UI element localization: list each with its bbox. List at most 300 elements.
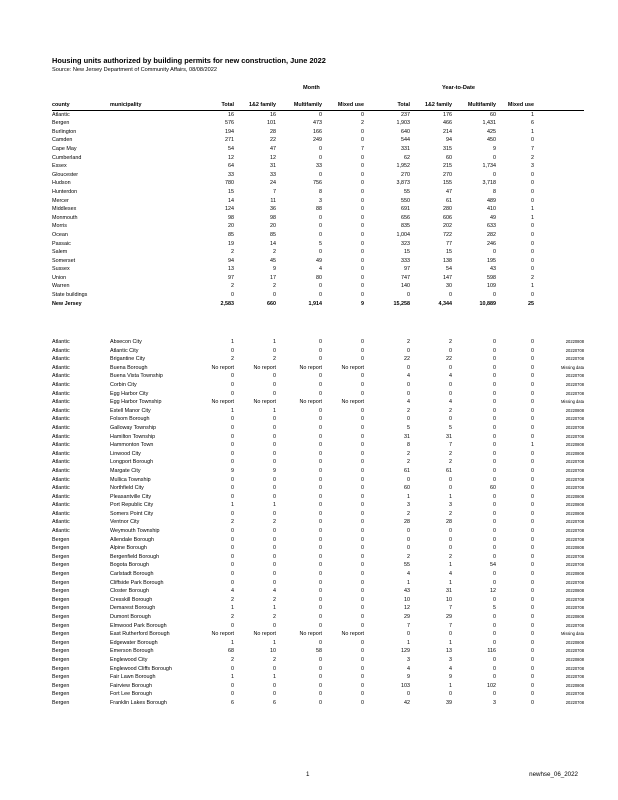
ytd-multifamily-cell: 0 [493, 691, 496, 698]
month-multifamily-cell: 249 [313, 137, 322, 144]
county-cell: Bergen [52, 120, 70, 127]
municipality-cell: Emerson Borough [110, 648, 154, 655]
month-mixed-use-cell: 0 [361, 266, 364, 273]
ytd-mixed-use-cell: 0 [531, 356, 534, 363]
report-date-cell: 20220708 [565, 424, 584, 430]
ytd-mixed-use-cell: 0 [531, 347, 534, 354]
month-12family-cell: 660 [267, 300, 276, 307]
month-mixed-use-cell: 0 [361, 347, 364, 354]
month-12family-cell: 0 [273, 459, 276, 466]
month-12family-cell: 0 [273, 476, 276, 483]
ytd-total-cell: 237 [401, 111, 410, 118]
ytd-multifamily-cell: 5 [493, 605, 496, 612]
month-multifamily-cell: 49 [316, 257, 322, 264]
month-12family-cell: 1 [273, 407, 276, 414]
ytd-total-cell: 10 [404, 596, 410, 603]
ytd-12family-cell: 0 [449, 292, 452, 299]
ytd-mixed-use-cell: 0 [531, 596, 534, 603]
month-mixed-use-cell: 0 [361, 450, 364, 457]
county-cell: Atlantic [52, 493, 70, 500]
month-12family-cell: 10 [270, 648, 276, 655]
ytd-mixed-use-cell: 0 [531, 407, 534, 414]
month-multifamily-cell: 0 [319, 502, 322, 509]
municipality-row [52, 347, 584, 356]
ytd-12family-cell: 1 [449, 562, 452, 569]
spacer-cell [534, 162, 584, 171]
ytd-12family-header: 1&2 family [410, 101, 452, 110]
county-cell: Atlantic [52, 450, 70, 457]
month-multifamily-cell: 0 [319, 656, 322, 663]
municipality-cell: East Rutherford Borough [110, 631, 170, 638]
municipality-row [52, 372, 584, 381]
month-12family-cell: 0 [273, 381, 276, 388]
county-cell: Atlantic [52, 459, 70, 466]
ytd-multifamily-cell: 450 [487, 137, 496, 144]
ytd-multifamily-cell: 195 [487, 257, 496, 264]
ytd-multifamily-cell: 246 [487, 240, 496, 247]
ytd-multifamily-cell: 0 [493, 407, 496, 414]
ytd-total-cell: 544 [401, 137, 410, 144]
ytd-multifamily-cell: 0 [493, 510, 496, 517]
county-cell: Warren [52, 283, 70, 290]
month-total-cell: 4 [231, 588, 234, 595]
ytd-multifamily-cell: 598 [487, 274, 496, 281]
ytd-total-cell: 12 [404, 605, 410, 612]
county-summary-row [52, 197, 584, 206]
month-multifamily-cell: 0 [319, 407, 322, 414]
ytd-mixed-use-cell: 2 [531, 154, 534, 161]
month-12family-cell: 2 [273, 356, 276, 363]
month-12family-cell: 1 [273, 639, 276, 646]
municipality-cell: Absecon City [110, 339, 142, 345]
ytd-mixed-use-cell: 0 [531, 502, 534, 509]
month-multifamily-cell: 33 [316, 163, 322, 170]
month-multifamily-cell: 58 [316, 648, 322, 655]
report-date-cell: 20220708 [565, 347, 584, 353]
ytd-12family-cell: 0 [449, 485, 452, 492]
municipality-cell: Brigantine City [110, 356, 146, 363]
municipality-cell [110, 119, 182, 128]
spacer-cell [534, 300, 584, 309]
month-total-cell: 2 [231, 596, 234, 603]
spacer-cell [534, 257, 584, 266]
ytd-mixed-use-cell: 0 [531, 231, 534, 238]
month-multifamily-cell: 0 [319, 292, 322, 299]
ytd-total-cell: 5 [407, 424, 410, 431]
month-mixed-use-cell: 0 [361, 562, 364, 569]
ytd-12family-cell: 7 [449, 605, 452, 612]
month-total-cell: 0 [231, 562, 234, 569]
month-mixed-use-cell: 0 [361, 485, 364, 492]
month-multifamily-cell: 88 [316, 206, 322, 213]
ytd-12family-cell: 0 [449, 476, 452, 483]
month-12family-cell: 0 [273, 691, 276, 698]
municipality-row [52, 570, 584, 579]
month-multifamily-cell: 3 [319, 197, 322, 204]
ytd-12family-cell: 2 [449, 407, 452, 414]
ytd-mixed-use-header: Mixed use [496, 101, 534, 110]
ytd-multifamily-cell: 0 [493, 416, 496, 423]
month-12family-cell: 1 [273, 502, 276, 509]
month-total-cell: 0 [231, 416, 234, 423]
month-12family-cell: 4 [273, 588, 276, 595]
month-total-cell: 98 [228, 214, 234, 221]
report-date-cell: 20220808 [565, 588, 584, 594]
month-multifamily-cell: 0 [319, 485, 322, 492]
month-mixed-use-cell: 0 [361, 390, 364, 397]
report-date-cell: 20220808 [565, 510, 584, 516]
month-mixed-use-cell: 0 [361, 682, 364, 689]
ytd-total-cell: 2 [407, 510, 410, 517]
month-total-cell: No report [211, 364, 234, 371]
municipality-cell: Northfield City [110, 485, 144, 492]
month-12family-cell: 36 [270, 206, 276, 213]
month-multifamily-cell: 4 [319, 266, 322, 273]
ytd-12family-cell: 2 [449, 459, 452, 466]
county-cell: Mercer [52, 197, 69, 204]
month-mixed-use-cell: 0 [361, 381, 364, 388]
ytd-mixed-use-cell: 0 [531, 223, 534, 230]
ytd-multifamily-cell: 0 [493, 614, 496, 620]
month-multifamily-cell: 0 [319, 553, 322, 560]
report-date-cell: 20220708 [565, 373, 584, 379]
ytd-mixed-use-cell: 0 [531, 467, 534, 474]
municipality-cell: Dumont Borough [110, 614, 151, 620]
municipality-row [52, 476, 584, 485]
report-date-cell: 20220708 [565, 381, 584, 387]
municipality-cell: Buena Borough [110, 364, 148, 371]
ytd-12family-cell: 54 [446, 266, 452, 273]
report-code: newhse_06_2022 [529, 771, 578, 778]
county-cell: Bergen [52, 622, 70, 629]
month-12family-cell: 20 [270, 223, 276, 230]
ytd-total-cell: 42 [404, 699, 410, 706]
municipality-row [52, 536, 584, 545]
ytd-multifamily-cell: 0 [493, 433, 496, 440]
ytd-total-cell: 3 [407, 502, 410, 509]
ytd-12family-cell: 60 [446, 154, 452, 161]
municipality-cell: Edgewater Borough [110, 639, 158, 646]
summary-body [52, 110, 584, 308]
ytd-multifamily-cell: 0 [493, 665, 496, 672]
municipality-row [52, 579, 584, 588]
report-date-cell: 20220708 [565, 553, 584, 559]
ytd-12family-cell: 0 [449, 528, 452, 535]
ytd-multifamily-cell: 0 [493, 399, 496, 406]
municipality-row [52, 656, 584, 665]
month-12family-cell: 0 [273, 571, 276, 578]
month-total-cell: 0 [231, 373, 234, 380]
month-12family-cell: 98 [270, 214, 276, 221]
ytd-total-cell: 97 [404, 266, 410, 273]
month-total-cell: 2,583 [220, 300, 234, 307]
ytd-multifamily-cell: 0 [493, 442, 496, 449]
county-cell: Bergen [52, 536, 70, 543]
ytd-multifamily-cell: 0 [493, 519, 496, 526]
month-mixed-use-cell: 0 [361, 502, 364, 509]
ytd-12family-cell: 15 [446, 249, 452, 256]
month-total-cell: 2 [231, 356, 234, 363]
county-summary-row [52, 179, 584, 188]
ytd-12family-cell: 0 [449, 381, 452, 388]
spacer-cell [534, 179, 584, 188]
spacer-cell [534, 274, 584, 283]
ytd-12family-cell: 215 [443, 163, 452, 170]
month-mixed-use-cell: 9 [361, 300, 364, 307]
municipality-row [52, 338, 584, 347]
month-mixed-use-cell: 0 [361, 206, 364, 213]
report-date-cell: 20220708 [565, 485, 584, 491]
ytd-total-cell: 1,903 [396, 120, 410, 127]
county-cell: Atlantic [52, 364, 70, 371]
month-12family-cell: 0 [273, 622, 276, 629]
ytd-12family-cell: 29 [446, 614, 452, 620]
ytd-total-cell: 0 [407, 292, 410, 299]
ytd-12family-cell: 61 [446, 197, 452, 204]
month-total-cell: 2 [231, 519, 234, 526]
month-mixed-use-cell: 0 [361, 442, 364, 449]
spacer-cell [534, 248, 584, 257]
ytd-total-cell: 140 [401, 283, 410, 290]
ytd-12family-cell: 270 [443, 171, 452, 178]
ytd-mixed-use-cell: 2 [531, 274, 534, 281]
ytd-total-cell: 0 [407, 416, 410, 423]
month-mixed-use-cell: 0 [361, 579, 364, 586]
ytd-mixed-use-cell: 0 [531, 197, 534, 204]
month-mixed-use-cell: 0 [361, 553, 364, 560]
county-summary-row [52, 274, 584, 283]
county-cell: Bergen [52, 665, 70, 672]
month-12family-cell: 0 [273, 545, 276, 552]
month-mixed-use-cell: 0 [361, 674, 364, 681]
ytd-multifamily-cell: 0 [493, 596, 496, 603]
month-12family-cell: 0 [273, 493, 276, 500]
ytd-total-cell: 8 [407, 442, 410, 449]
ytd-total-cell: 2 [407, 553, 410, 560]
spacer-cell [534, 222, 584, 231]
ytd-multifamily-cell: 0 [493, 553, 496, 560]
county-header: county [52, 101, 110, 110]
month-12family-cell: 0 [273, 485, 276, 492]
ytd-12family-cell: 31 [446, 588, 452, 595]
ytd-total-cell: 60 [404, 485, 410, 492]
month-12family-cell: 0 [273, 292, 276, 299]
municipality-cell [110, 179, 182, 188]
month-12family-cell: 85 [270, 231, 276, 238]
spacer-cell [534, 128, 584, 137]
ytd-mixed-use-cell: 0 [531, 240, 534, 247]
ytd-total-cell: 62 [404, 154, 410, 161]
municipality-row [52, 699, 584, 708]
ytd-total-cell: 0 [407, 528, 410, 535]
month-total-cell: 0 [231, 442, 234, 449]
ytd-12family-cell: 77 [446, 240, 452, 247]
ytd-12family-cell: 61 [446, 467, 452, 474]
municipality-cell: Mullica Township [110, 476, 151, 483]
county-cell: Salem [52, 249, 68, 256]
month-multifamily-cell: 0 [319, 519, 322, 526]
month-12family-cell: 2 [273, 596, 276, 603]
ytd-mixed-use-cell: 7 [531, 145, 534, 152]
county-cell: Passaic [52, 240, 71, 247]
ytd-multifamily-cell: 0 [493, 450, 496, 457]
municipality-cell: Englewood City [110, 656, 148, 663]
month-total-cell: 2 [231, 614, 234, 620]
ytd-multifamily-cell: 0 [493, 579, 496, 586]
ytd-multifamily-cell: 0 [493, 502, 496, 509]
ytd-mixed-use-cell: 0 [531, 545, 534, 552]
month-multifamily-header: Multifamily [276, 101, 322, 110]
report-date-cell: 20220808 [565, 656, 584, 662]
ytd-multifamily-cell: 12 [490, 588, 496, 595]
county-summary-row [52, 240, 584, 249]
municipality-row [52, 673, 584, 682]
report-date-cell: 20220808 [565, 682, 584, 688]
month-multifamily-cell: 0 [319, 249, 322, 256]
ytd-multifamily-cell: 116 [487, 648, 496, 655]
report-date-cell: 20220808 [565, 571, 584, 577]
month-total-cell: 1 [231, 674, 234, 681]
month-12family-cell: 0 [273, 553, 276, 560]
month-mixed-use-cell: 0 [361, 171, 364, 178]
municipality-row [52, 613, 584, 622]
county-summary-row [52, 171, 584, 180]
month-total-cell: 0 [231, 476, 234, 483]
municipality-row [52, 458, 584, 467]
month-mixed-use-cell: 7 [361, 145, 364, 152]
ytd-12family-cell: 2 [449, 339, 452, 345]
month-mixed-use-cell: 0 [361, 188, 364, 195]
ytd-multifamily-cell: 60 [490, 485, 496, 492]
month-total-cell: 0 [231, 493, 234, 500]
ytd-mixed-use-cell: 0 [531, 137, 534, 144]
ytd-mixed-use-cell: 1 [531, 128, 534, 135]
month-multifamily-cell: 0 [319, 476, 322, 483]
municipality-cell: Fair Lawn Borough [110, 674, 156, 681]
month-total-cell: 576 [225, 120, 234, 127]
ytd-total-cell: 15,258 [393, 300, 410, 307]
ytd-multifamily-header: Multifamily [452, 101, 496, 110]
municipality-cell [110, 274, 182, 283]
month-12family-cell: 0 [273, 390, 276, 397]
ytd-12family-cell: 7 [449, 622, 452, 629]
ytd-multifamily-cell: 0 [493, 390, 496, 397]
month-multifamily-cell: 0 [319, 442, 322, 449]
report-date-cell: 20220708 [565, 699, 584, 705]
month-mixed-use-cell: No report [341, 631, 364, 638]
municipality-cell: Corbin City [110, 381, 137, 388]
month-total-cell: 0 [231, 545, 234, 552]
municipality-cell: Fort Lee Borough [110, 691, 152, 698]
spacer-cell [534, 188, 584, 197]
ytd-mixed-use-cell: 0 [531, 510, 534, 517]
county-cell: Atlantic [52, 519, 70, 526]
county-cell: Bergen [52, 656, 70, 663]
month-multifamily-cell: 0 [319, 614, 322, 620]
month-12family-cell: 0 [273, 347, 276, 354]
month-12family-cell: 11 [270, 197, 276, 204]
month-multifamily-cell: 0 [319, 459, 322, 466]
ytd-multifamily-cell: 3 [493, 699, 496, 706]
municipality-cell: Bogota Borough [110, 562, 149, 569]
month-mixed-use-cell: 0 [361, 433, 364, 440]
municipality-cell [110, 145, 182, 154]
month-12family-cell: 24 [270, 180, 276, 187]
municipality-row [52, 561, 584, 570]
ytd-multifamily-cell: 0 [493, 493, 496, 500]
ytd-12family-cell: 1 [449, 579, 452, 586]
ytd-mixed-use-cell: 0 [531, 450, 534, 457]
month-total-cell: 2 [231, 249, 234, 256]
county-summary-row [52, 231, 584, 240]
ytd-multifamily-cell: 0 [493, 347, 496, 354]
ytd-total-cell: 1,952 [396, 163, 410, 170]
ytd-mixed-use-cell: 1 [531, 442, 534, 449]
month-12family-cell: 101 [267, 120, 276, 127]
ytd-12family-cell: 3 [449, 502, 452, 509]
month-mixed-use-cell: 0 [361, 459, 364, 466]
municipality-row [52, 398, 584, 407]
ytd-total-cell: 0 [407, 390, 410, 397]
month-12family-cell: 14 [270, 240, 276, 247]
ytd-multifamily-cell: 425 [487, 128, 496, 135]
month-multifamily-cell: 0 [319, 639, 322, 646]
ytd-mixed-use-cell: 0 [531, 631, 534, 638]
ytd-mixed-use-cell: 0 [531, 553, 534, 560]
municipality-row [52, 518, 584, 527]
ytd-12family-cell: 0 [449, 691, 452, 698]
month-multifamily-cell: 80 [316, 274, 322, 281]
ytd-12family-cell: 28 [446, 519, 452, 526]
municipality-cell [110, 282, 182, 291]
month-total-cell: 780 [225, 180, 234, 187]
ytd-mixed-use-cell: 1 [531, 283, 534, 290]
month-12family-cell: 0 [273, 433, 276, 440]
month-total-cell: 0 [231, 424, 234, 431]
ytd-multifamily-cell: 282 [487, 231, 496, 238]
ytd-mixed-use-cell: 0 [531, 519, 534, 526]
report-date-cell: 20220808 [565, 442, 584, 448]
month-12family-cell: 7 [273, 188, 276, 195]
county-cell: Bergen [52, 674, 70, 681]
ytd-12family-cell: 4 [449, 399, 452, 406]
spacer-cell [534, 145, 584, 154]
ytd-total-cell: 3 [407, 656, 410, 663]
ytd-mixed-use-cell: 0 [531, 257, 534, 264]
month-total-cell: 0 [231, 390, 234, 397]
report-date-cell: 20220708 [565, 622, 584, 628]
ytd-mixed-use-cell: 3 [531, 163, 534, 170]
municipality-cell [110, 231, 182, 240]
month-total-cell: 0 [231, 381, 234, 388]
county-cell: Atlantic [52, 502, 70, 509]
month-total-cell: 9 [231, 467, 234, 474]
document-title: Housing units authorized by building permits for new construction, June 2022 [52, 56, 326, 65]
month-mixed-use-cell: 0 [361, 214, 364, 221]
month-multifamily-cell: 0 [319, 605, 322, 612]
report-date-cell: 20220708 [565, 691, 584, 697]
month-multifamily-cell: 0 [319, 433, 322, 440]
county-cell: Atlantic [52, 339, 70, 345]
ytd-multifamily-cell: 0 [493, 571, 496, 578]
municipality-cell [110, 214, 182, 223]
county-cell: Bergen [52, 648, 70, 655]
ytd-total-header: Total [364, 101, 410, 110]
ytd-total-cell: 55 [404, 562, 410, 569]
ytd-mixed-use-cell: 0 [531, 614, 534, 620]
month-12family-cell: 0 [273, 579, 276, 586]
ytd-total-cell: 656 [401, 214, 410, 221]
